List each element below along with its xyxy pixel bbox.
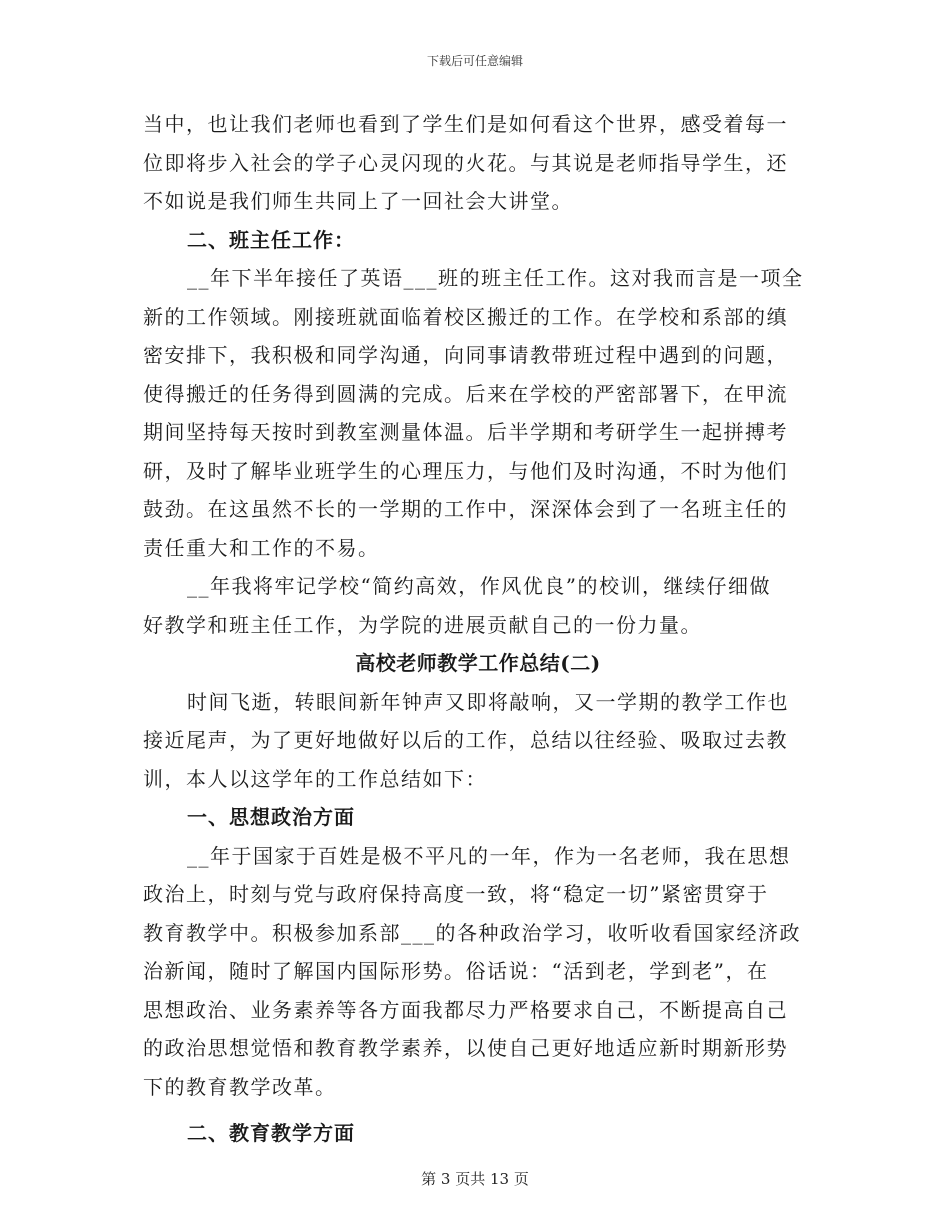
paragraph-line: __年下半年接任了英语___班的班主任工作。这对我而言是一项全 xyxy=(187,266,804,290)
spacer xyxy=(143,1106,813,1114)
paragraph-line: 接近尾声，为了更好地做好以后的工作，总结以往经验、吸取过去教 xyxy=(143,728,788,752)
paragraph-line: 政治上，时刻与党与政府保持高度一致，将“稳定一切”紧密贯穿于 xyxy=(143,882,769,906)
paragraph-line: 研，及时了解毕业班学生的心理压力，与他们及时沟通，不时为他们 xyxy=(143,458,788,483)
paragraph-line: __年于国家于百姓是极不平凡的一年，作为一名老师，我在思想 xyxy=(187,843,791,868)
paragraph-line: 责任重大和工作的不易。 xyxy=(143,535,380,560)
paragraph-line: __年我将牢记学校“简约高效，作风优良”的校训，继续仔细做 xyxy=(187,574,771,598)
paragraph-line: 鼓劲。在这虽然不长的一学期的工作中，深深体会到了一名班主任的 xyxy=(143,497,788,521)
page-header: 下载后可任意编辑 xyxy=(426,54,523,68)
paragraph-line: 治新闻，随时了解国内国际形势。俗话说：“活到老，学到老”，在 xyxy=(143,959,769,983)
paragraph-line: 时间飞逝，转眼间新年钟声又即将敲响，又一学期的教学工作也 xyxy=(187,689,789,714)
paragraph-line: 下的教育教学改革。 xyxy=(143,1074,337,1099)
page-footer: 第 3 页共 13 页 xyxy=(421,1170,529,1188)
paragraph-line: 当中，也让我们老师也看到了学生们是如何看这个世界，感受着每一 xyxy=(143,112,788,136)
paragraph-line: 新的工作领域。刚接班就面临着校区搬迁的工作。在学校和系部的缜 xyxy=(143,304,788,329)
document-title: 高校老师教学工作总结(二) xyxy=(355,651,601,675)
paragraph-line: 训，本人以这学年的工作总结如下： xyxy=(143,766,487,791)
section-heading: 二、教育教学方面 xyxy=(187,1121,355,1145)
paragraph-line: 教育教学中。积极参加系部___的各种政治学习，收听收看国家经济政 xyxy=(143,920,801,945)
paragraph-line: 思想政治、业务素养等各方面我都尽力严格要求自己，不断提高自己 xyxy=(143,997,788,1022)
paragraph-line: 的政治思想觉悟和教育教学素养，以使自己更好地适应新时期新形势 xyxy=(143,1036,788,1060)
paragraph-line: 使得搬迁的任务得到圆满的完成。后来在学校的严密部署下，在甲流 xyxy=(143,381,788,406)
document-body xyxy=(143,105,813,1153)
paragraph-line: 位即将步入社会的学子心灵闪现的火花。与其说是老师指导学生，还 xyxy=(143,150,788,175)
paragraph-line: 期间坚持每天按时到教室测量体温。后半学期和考研学生一起拼搏考 xyxy=(143,420,788,444)
paragraph-line: 不如说是我们师生共同上了一回社会大讲堂。 xyxy=(143,189,573,213)
paragraph-line: 好教学和班主任工作，为学院的进展贡献自己的一份力量。 xyxy=(143,612,702,637)
paragraph-line: 密安排下，我积极和同学沟通，向同事请教带班过程中遇到的问题， xyxy=(143,343,788,367)
section-heading: 一、思想政治方面 xyxy=(187,805,355,829)
section-heading: 二、班主任工作： xyxy=(187,227,355,252)
